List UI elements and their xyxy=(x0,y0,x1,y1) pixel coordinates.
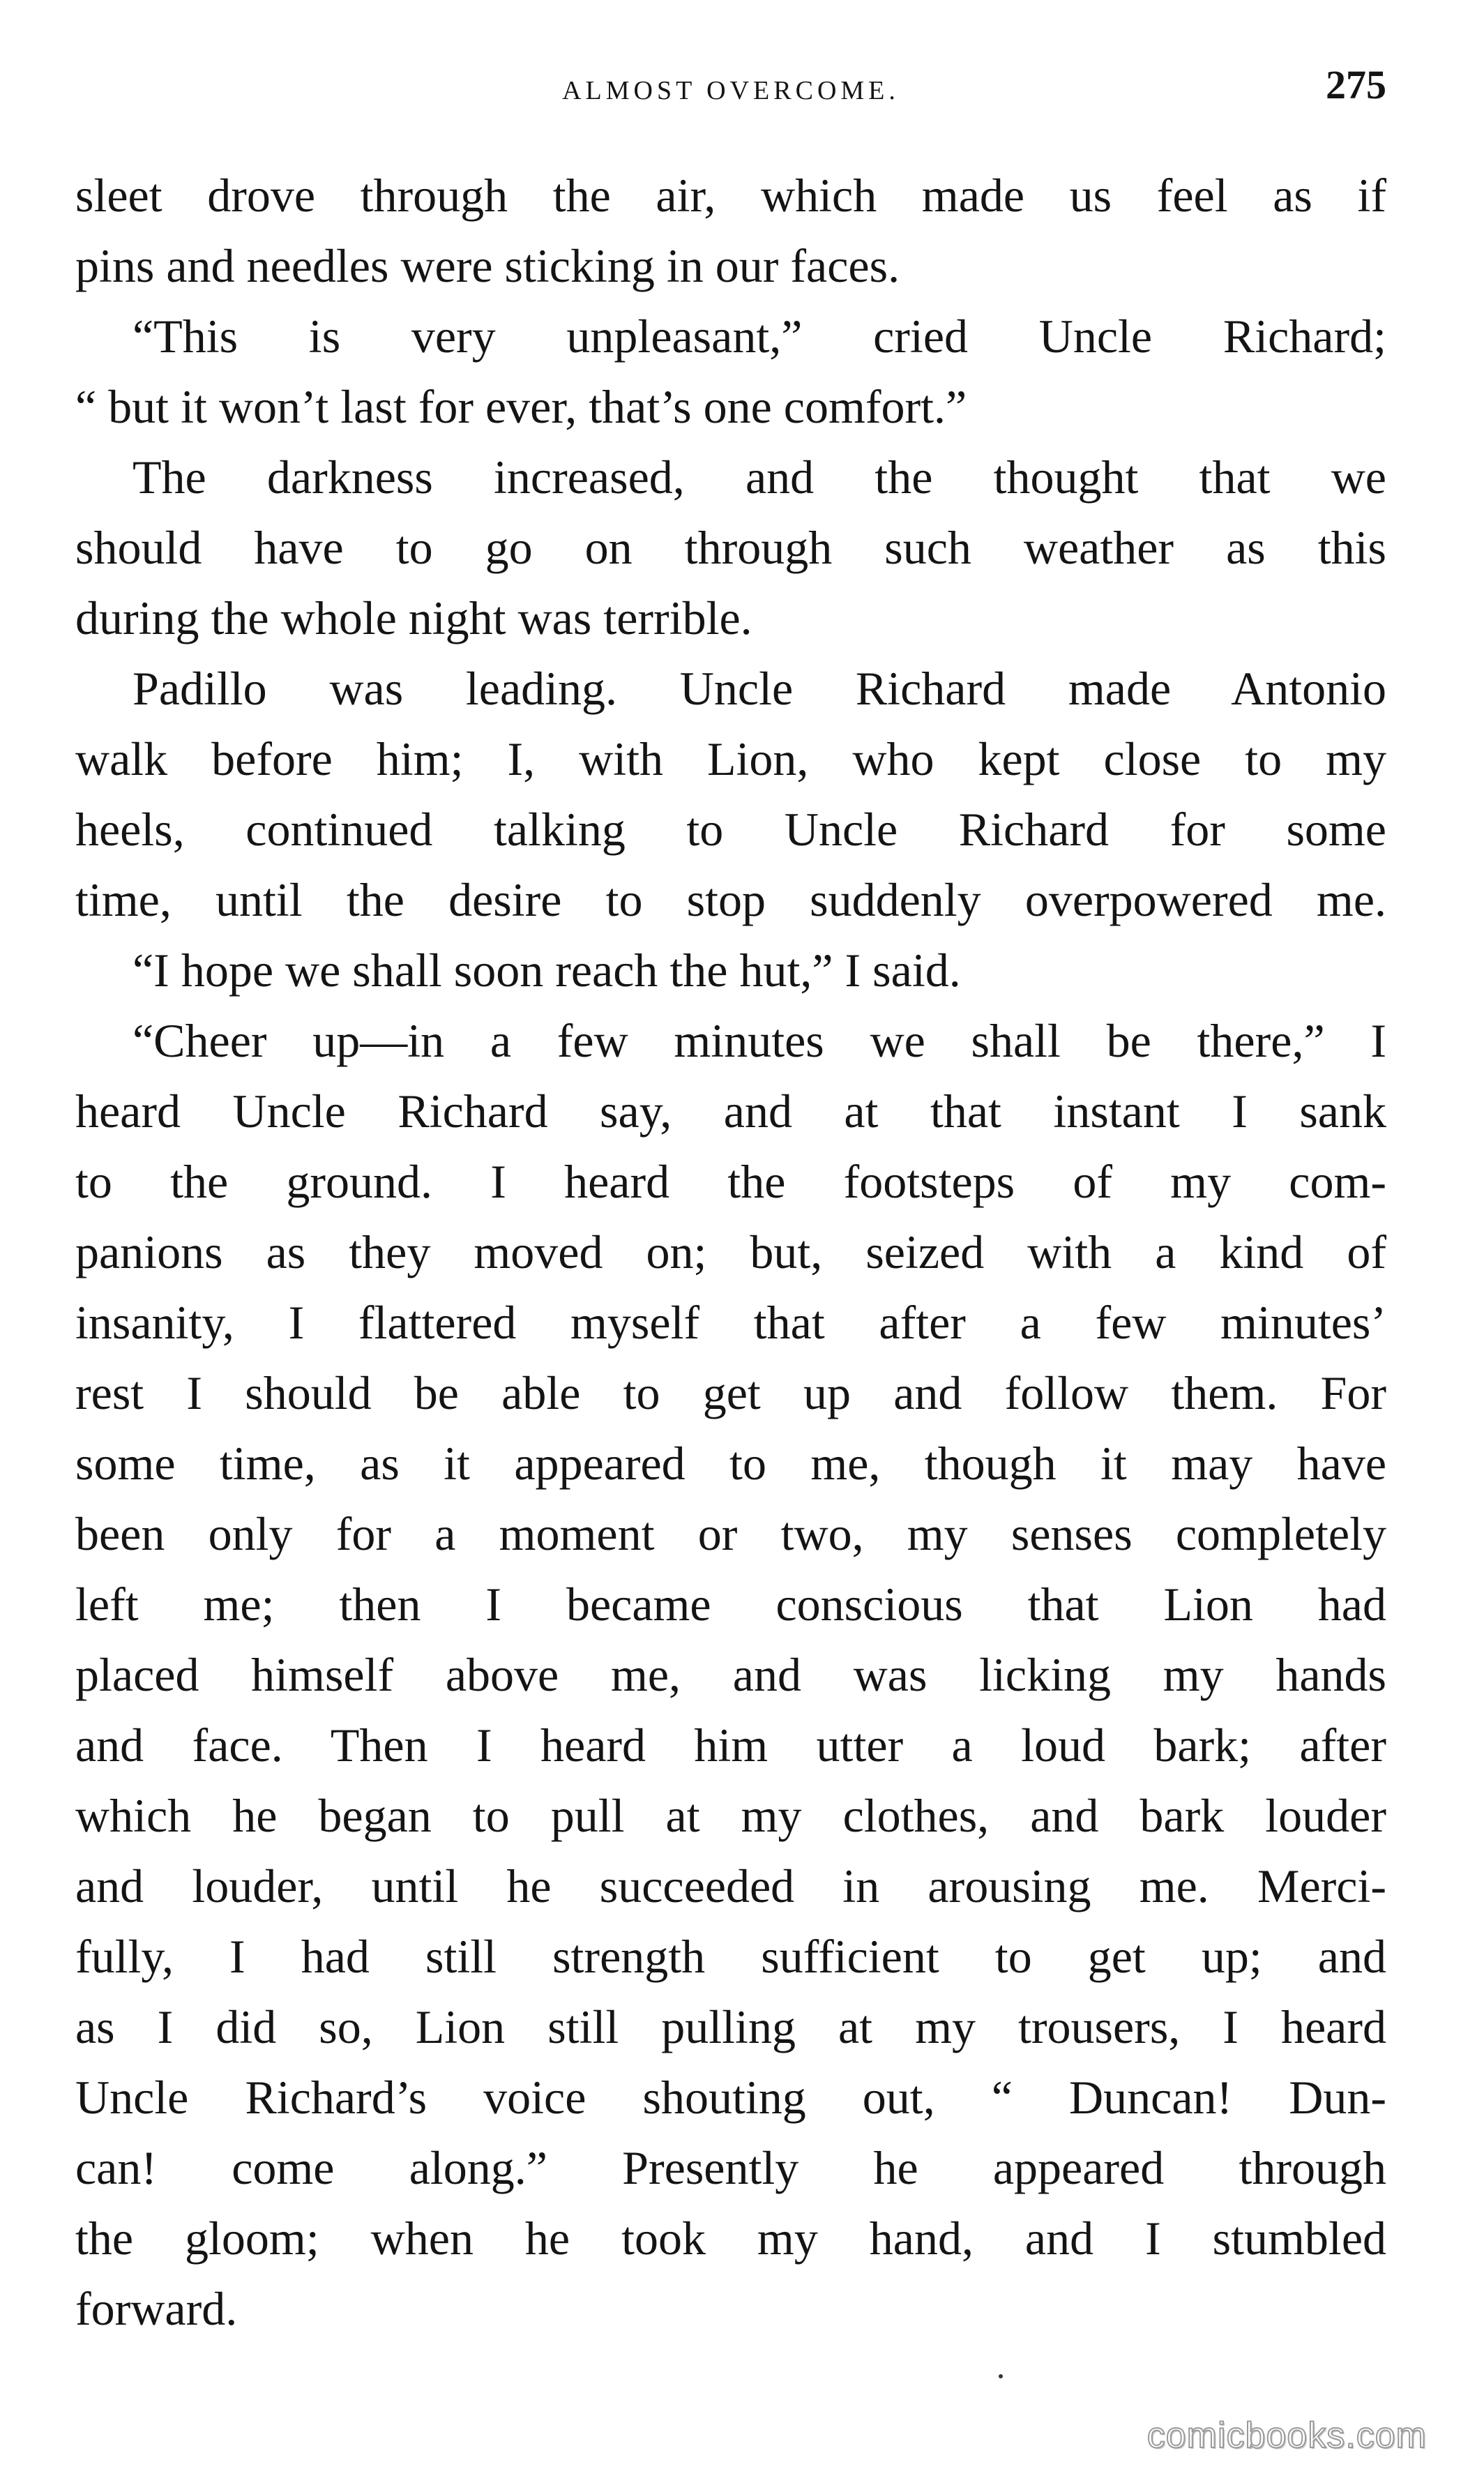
text-line: left me; then I became conscious that Lion had xyxy=(75,1578,1386,1631)
text-line: heels, continued talking to Uncle Richard for some xyxy=(75,803,1386,856)
text-line: as I did so, Lion still pulling at my trousers, I heard xyxy=(75,2000,1386,2053)
text-line: “This is very unpleasant,” cried Uncle Richard; xyxy=(132,310,1386,363)
text-line: heard Uncle Richard say, and at that instant I sank xyxy=(75,1085,1386,1138)
text-line: during the whole night was terrible. xyxy=(75,591,752,644)
body-text xyxy=(75,160,1386,2344)
text-line: some time, as it appeared to me, though it may have xyxy=(75,1437,1386,1490)
text-line: pins and needles were sticking in our faces. xyxy=(75,239,900,292)
watermark: comicbooks.com xyxy=(1146,2415,1427,2456)
running-title: ALMOST OVERCOME. xyxy=(562,76,900,105)
text-line: the gloom; when he took my hand, and I stumbled xyxy=(75,2212,1386,2265)
text-line: and face. Then I heard him utter a loud bark; after xyxy=(75,1719,1386,1772)
text-line: panions as they moved on; but, seized with a kind of xyxy=(75,1225,1386,1278)
text-line: placed himself above me, and was licking my hands xyxy=(75,1648,1386,1701)
text-line: time, until the desire to stop suddenly overpowered me. xyxy=(75,873,1386,926)
text-line: “ but it won’t last for ever, that’s one comfort.” xyxy=(75,380,967,433)
text-line: can! come along.” Presently he appeared through xyxy=(75,2141,1386,2194)
text-line: walk before him; I, with Lion, who kept close to my xyxy=(75,732,1386,785)
text-line: rest I should be able to get up and follow them. For xyxy=(75,1366,1386,1419)
text-line: Uncle Richard’s voice shouting out, “ Duncan! Dun- xyxy=(75,2071,1386,2124)
text-line: sleet drove through the air, which made us feel as if xyxy=(75,169,1386,222)
text-line: fully, I had still strength sufficient to get up; and xyxy=(75,1930,1386,1983)
text-line: forward. xyxy=(75,2282,238,2335)
text-line: insanity, I flattered myself that after a few minutes’ xyxy=(75,1296,1386,1349)
page-number: 275 xyxy=(1326,62,1386,107)
text-line: Padillo was leading. Uncle Richard made Antonio xyxy=(132,662,1386,715)
running-head xyxy=(75,61,1386,131)
text-line: been only for a moment or two, my senses completely xyxy=(75,1507,1386,1560)
text-line: to the ground. I heard the footsteps of my com- xyxy=(75,1155,1386,1208)
text-line: “I hope we shall soon reach the hut,” I said. xyxy=(132,944,961,997)
text-line: and louder, until he succeeded in arousing me. Merci- xyxy=(75,1859,1386,1912)
text-line: “Cheer up—in a few minutes we shall be there,” I xyxy=(132,1014,1386,1067)
text-line: The darkness increased, and the thought that we xyxy=(132,451,1386,504)
text-line: which he began to pull at my clothes, and bark louder xyxy=(75,1789,1386,1842)
ink-speck xyxy=(999,2374,1003,2378)
text-line: should have to go on through such weather as this xyxy=(75,521,1386,574)
